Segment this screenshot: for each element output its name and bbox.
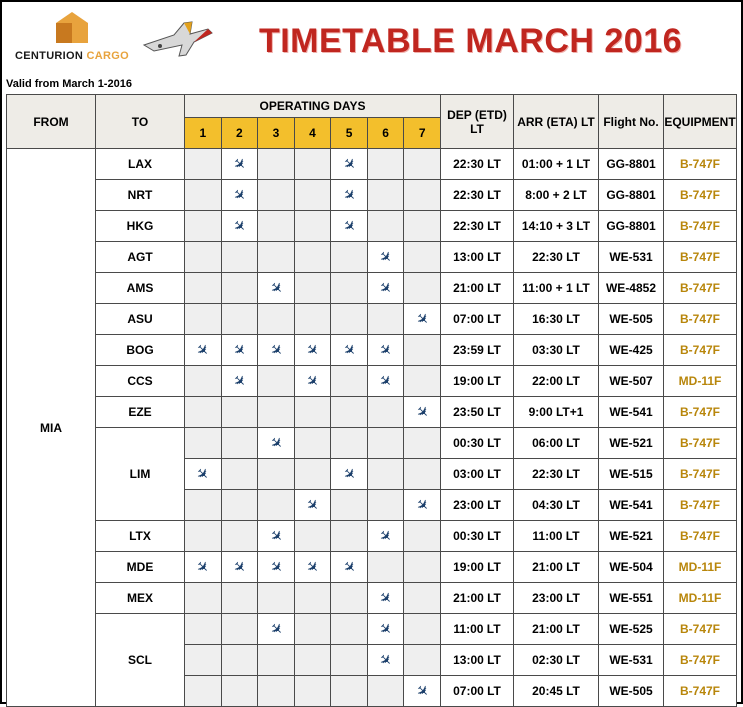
- operating-day-empty: [185, 242, 222, 273]
- flight-number-cell: WE-531: [599, 645, 664, 676]
- operating-day-empty: [331, 645, 368, 676]
- departure-time-cell: 22:30 LT: [441, 211, 514, 242]
- page-header: [2, 2, 741, 80]
- departure-time-cell: 23:00 LT: [441, 490, 514, 521]
- operating-day-active: [221, 335, 258, 366]
- operating-day-empty: [185, 583, 222, 614]
- flight-number-cell: WE-515: [599, 459, 664, 490]
- airplane-icon: ✈: [375, 370, 397, 392]
- arrival-time-cell: 11:00 + 1 LT: [514, 273, 599, 304]
- operating-day-active: [294, 552, 331, 583]
- operating-day-active: [367, 583, 404, 614]
- table-row: [7, 428, 737, 459]
- operating-day-active: [258, 552, 295, 583]
- operating-day-active: [367, 273, 404, 304]
- operating-day-empty: [367, 211, 404, 242]
- operating-day-empty: [404, 242, 441, 273]
- destination-cell: LAX: [96, 149, 185, 180]
- flight-number-cell: WE-521: [599, 428, 664, 459]
- table-row: [7, 211, 737, 242]
- operating-day-empty: [294, 614, 331, 645]
- operating-day-active: [404, 304, 441, 335]
- equipment-cell: B-747F: [664, 304, 737, 335]
- arrival-time-cell: 22:00 LT: [514, 366, 599, 397]
- operating-day-empty: [404, 335, 441, 366]
- airplane-icon: ✈: [265, 618, 287, 640]
- operating-day-empty: [221, 645, 258, 676]
- table-row: [7, 366, 737, 397]
- day-header-7: 7: [404, 118, 441, 149]
- operating-day-empty: [221, 521, 258, 552]
- timetable-table: [6, 94, 737, 707]
- operating-day-empty: [331, 521, 368, 552]
- operating-day-active: [258, 614, 295, 645]
- operating-day-empty: [331, 583, 368, 614]
- operating-day-active: [367, 521, 404, 552]
- flight-number-cell: WE-505: [599, 676, 664, 707]
- col-header-to: TO: [96, 95, 185, 149]
- airplane-icon: ✈: [411, 308, 433, 330]
- equipment-cell: B-747F: [664, 335, 737, 366]
- operating-day-empty: [294, 242, 331, 273]
- table-row: [7, 335, 737, 366]
- arrival-time-cell: 14:10 + 3 LT: [514, 211, 599, 242]
- flight-number-cell: WE-505: [599, 304, 664, 335]
- table-row: [7, 614, 737, 645]
- table-row: [7, 521, 737, 552]
- operating-day-empty: [185, 645, 222, 676]
- destination-cell: MDE: [96, 552, 185, 583]
- operating-day-empty: [221, 676, 258, 707]
- departure-time-cell: 19:00 LT: [441, 366, 514, 397]
- col-header-from: FROM: [7, 95, 96, 149]
- operating-day-empty: [258, 149, 295, 180]
- operating-day-empty: [331, 273, 368, 304]
- operating-day-empty: [258, 211, 295, 242]
- operating-day-active: [404, 397, 441, 428]
- arrival-time-cell: 02:30 LT: [514, 645, 599, 676]
- operating-day-active: [221, 180, 258, 211]
- operating-day-empty: [404, 583, 441, 614]
- airplane-icon: ✈: [265, 277, 287, 299]
- operating-day-active: [294, 335, 331, 366]
- airplane-icon: ✈: [228, 153, 250, 175]
- arrival-time-cell: 22:30 LT: [514, 242, 599, 273]
- departure-time-cell: 13:00 LT: [441, 645, 514, 676]
- flight-number-cell: WE-525: [599, 614, 664, 645]
- operating-day-active: [331, 335, 368, 366]
- departure-time-cell: 22:30 LT: [441, 149, 514, 180]
- operating-day-empty: [367, 428, 404, 459]
- table-row: [7, 583, 737, 614]
- arrival-time-cell: 22:30 LT: [514, 459, 599, 490]
- operating-day-active: [331, 149, 368, 180]
- destination-cell: SCL: [96, 614, 185, 707]
- operating-day-empty: [367, 676, 404, 707]
- operating-day-empty: [185, 304, 222, 335]
- equipment-cell: MD-11F: [664, 552, 737, 583]
- equipment-cell: MD-11F: [664, 583, 737, 614]
- equipment-cell: MD-11F: [664, 366, 737, 397]
- departure-time-cell: 22:30 LT: [441, 180, 514, 211]
- airplane-icon: ✈: [302, 494, 323, 516]
- operating-day-active: [258, 428, 295, 459]
- airplane-icon: ✈: [228, 556, 250, 578]
- operating-day-empty: [404, 273, 441, 304]
- operating-day-empty: [404, 149, 441, 180]
- operating-day-empty: [404, 180, 441, 211]
- departure-time-cell: 21:00 LT: [441, 583, 514, 614]
- operating-day-empty: [185, 521, 222, 552]
- operating-day-empty: [185, 614, 222, 645]
- equipment-cell: B-747F: [664, 490, 737, 521]
- operating-day-empty: [221, 273, 258, 304]
- departure-time-cell: 23:59 LT: [441, 335, 514, 366]
- operating-day-empty: [294, 180, 331, 211]
- col-header-flight: Flight No.: [599, 95, 664, 149]
- operating-day-active: [367, 614, 404, 645]
- operating-day-empty: [258, 397, 295, 428]
- destination-cell: ASU: [96, 304, 185, 335]
- airplane-icon: ✈: [228, 339, 250, 361]
- flight-number-cell: WE-551: [599, 583, 664, 614]
- operating-day-active: [404, 490, 441, 521]
- equipment-cell: B-747F: [664, 242, 737, 273]
- airplane-icon: ✈: [411, 680, 433, 702]
- operating-day-empty: [185, 273, 222, 304]
- operating-day-active: [221, 552, 258, 583]
- destination-cell: MEX: [96, 583, 185, 614]
- operating-day-empty: [294, 304, 331, 335]
- airplane-icon: ✈: [338, 339, 360, 361]
- operating-day-empty: [221, 614, 258, 645]
- equipment-cell: B-747F: [664, 459, 737, 490]
- flight-number-cell: WE-541: [599, 397, 664, 428]
- equipment-cell: B-747F: [664, 180, 737, 211]
- operating-day-empty: [258, 583, 295, 614]
- day-header-3: 3: [258, 118, 295, 149]
- airplane-illustration: [138, 11, 218, 71]
- operating-day-empty: [294, 459, 331, 490]
- airplane-icon: ✈: [375, 525, 397, 547]
- operating-day-empty: [367, 180, 404, 211]
- airplane-icon: ✈: [411, 401, 433, 423]
- arrival-time-cell: 23:00 LT: [514, 583, 599, 614]
- operating-day-active: [185, 459, 222, 490]
- equipment-cell: B-747F: [664, 149, 737, 180]
- day-header-2: 2: [221, 118, 258, 149]
- flight-number-cell: WE-541: [599, 490, 664, 521]
- operating-day-active: [185, 552, 222, 583]
- operating-day-empty: [294, 149, 331, 180]
- table-row: [7, 149, 737, 180]
- arrival-time-cell: 11:00 LT: [514, 521, 599, 552]
- operating-day-empty: [258, 490, 295, 521]
- destination-cell: EZE: [96, 397, 185, 428]
- arrival-time-cell: 9:00 LT+1: [514, 397, 599, 428]
- equipment-cell: B-747F: [664, 676, 737, 707]
- table-body: [7, 149, 737, 707]
- airplane-icon: ✈: [265, 556, 287, 578]
- operating-day-empty: [185, 490, 222, 521]
- destination-cell: LTX: [96, 521, 185, 552]
- operating-day-empty: [404, 521, 441, 552]
- operating-day-empty: [221, 428, 258, 459]
- departure-time-cell: 00:30 LT: [441, 521, 514, 552]
- airplane-icon: ✈: [192, 463, 214, 485]
- arrival-time-cell: 16:30 LT: [514, 304, 599, 335]
- operating-day-empty: [221, 242, 258, 273]
- destination-cell: BOG: [96, 335, 185, 366]
- operating-day-empty: [294, 521, 331, 552]
- operating-day-active: [294, 366, 331, 397]
- operating-day-empty: [221, 490, 258, 521]
- valid-from-label: Valid from March 1-2016: [6, 78, 132, 90]
- airplane-icon: ✈: [411, 494, 433, 516]
- arrival-time-cell: 21:00 LT: [514, 552, 599, 583]
- operating-day-active: [258, 335, 295, 366]
- operating-day-empty: [294, 583, 331, 614]
- operating-day-empty: [331, 490, 368, 521]
- flight-number-cell: WE-504: [599, 552, 664, 583]
- operating-day-active: [221, 149, 258, 180]
- flight-number-cell: WE-507: [599, 366, 664, 397]
- operating-day-empty: [404, 645, 441, 676]
- operating-day-empty: [367, 149, 404, 180]
- col-header-operating-days: OPERATING DAYS: [185, 95, 441, 118]
- operating-day-empty: [331, 304, 368, 335]
- airplane-icon: ✈: [375, 246, 397, 268]
- table-row: [7, 552, 737, 583]
- operating-day-active: [331, 180, 368, 211]
- table-row: [7, 273, 737, 304]
- operating-day-empty: [331, 676, 368, 707]
- operating-day-active: [331, 552, 368, 583]
- operating-day-empty: [185, 211, 222, 242]
- operating-day-empty: [331, 614, 368, 645]
- airplane-icon: ✈: [375, 649, 397, 671]
- airplane-icon: ✈: [338, 556, 360, 578]
- flight-number-cell: WE-425: [599, 335, 664, 366]
- operating-day-empty: [221, 397, 258, 428]
- operating-day-empty: [185, 180, 222, 211]
- operating-day-active: [185, 335, 222, 366]
- arrival-time-cell: 21:00 LT: [514, 614, 599, 645]
- operating-day-active: [221, 366, 258, 397]
- page-title: TIMETABLE MARCH 2016: [258, 21, 683, 60]
- airplane-icon: ✈: [338, 463, 360, 485]
- equipment-cell: B-747F: [664, 428, 737, 459]
- airplane-icon: ✈: [192, 339, 214, 361]
- destination-cell: LIM: [96, 428, 185, 521]
- table-row: [7, 397, 737, 428]
- departure-time-cell: 11:00 LT: [441, 614, 514, 645]
- arrival-time-cell: 8:00 + 2 LT: [514, 180, 599, 211]
- equipment-cell: B-747F: [664, 614, 737, 645]
- operating-day-active: [294, 490, 331, 521]
- airplane-icon: ✈: [375, 339, 397, 361]
- airplane-icon: ✈: [265, 432, 287, 454]
- operating-day-active: [221, 211, 258, 242]
- day-header-4: 4: [294, 118, 331, 149]
- flight-number-cell: WE-521: [599, 521, 664, 552]
- arrival-time-cell: 03:30 LT: [514, 335, 599, 366]
- flight-number-cell: GG-8801: [599, 180, 664, 211]
- operating-day-active: [367, 242, 404, 273]
- operating-day-empty: [258, 676, 295, 707]
- equipment-cell: B-747F: [664, 273, 737, 304]
- operating-day-empty: [404, 211, 441, 242]
- operating-day-empty: [221, 583, 258, 614]
- airplane-icon: ✈: [338, 153, 360, 175]
- operating-day-empty: [404, 614, 441, 645]
- operating-day-active: [367, 645, 404, 676]
- operating-day-empty: [294, 397, 331, 428]
- airplane-icon: ✈: [338, 184, 360, 206]
- operating-day-empty: [331, 428, 368, 459]
- operating-day-empty: [258, 304, 295, 335]
- departure-time-cell: 07:00 LT: [441, 304, 514, 335]
- flight-number-cell: WE-531: [599, 242, 664, 273]
- operating-day-active: [367, 335, 404, 366]
- operating-day-empty: [258, 242, 295, 273]
- destination-cell: CCS: [96, 366, 185, 397]
- airplane-icon: ✈: [338, 215, 360, 237]
- operating-day-empty: [294, 676, 331, 707]
- operating-day-empty: [294, 273, 331, 304]
- airplane-icon: ✈: [228, 370, 250, 392]
- logo-name-sub: CARGO: [86, 50, 129, 62]
- airplane-icon: ✈: [228, 215, 250, 237]
- table-row: [7, 304, 737, 335]
- logo-name-main: CENTURION: [15, 50, 84, 62]
- operating-day-empty: [258, 366, 295, 397]
- operating-day-empty: [331, 242, 368, 273]
- operating-day-active: [367, 366, 404, 397]
- table-head: [7, 95, 737, 149]
- departure-time-cell: 21:00 LT: [441, 273, 514, 304]
- airplane-icon: ✈: [192, 556, 214, 578]
- arrival-time-cell: 06:00 LT: [514, 428, 599, 459]
- operating-day-empty: [404, 366, 441, 397]
- table-row: [7, 242, 737, 273]
- operating-day-empty: [294, 428, 331, 459]
- equipment-cell: B-747F: [664, 645, 737, 676]
- operating-day-active: [258, 521, 295, 552]
- airplane-icon: ✈: [375, 618, 397, 640]
- flight-number-cell: WE-4852: [599, 273, 664, 304]
- departure-time-cell: 13:00 LT: [441, 242, 514, 273]
- equipment-cell: B-747F: [664, 211, 737, 242]
- airplane-icon: ✈: [302, 339, 323, 361]
- operating-day-empty: [367, 397, 404, 428]
- operating-day-empty: [221, 304, 258, 335]
- operating-day-empty: [185, 676, 222, 707]
- col-header-equipment: EQUIPMENT: [664, 95, 737, 149]
- operating-day-active: [331, 459, 368, 490]
- airplane-icon: ✈: [375, 587, 397, 609]
- operating-day-empty: [367, 490, 404, 521]
- flight-number-cell: GG-8801: [599, 149, 664, 180]
- departure-time-cell: 23:50 LT: [441, 397, 514, 428]
- destination-cell: HKG: [96, 211, 185, 242]
- day-header-5: 5: [331, 118, 368, 149]
- operating-day-empty: [294, 211, 331, 242]
- operating-day-empty: [185, 149, 222, 180]
- operating-day-active: [331, 211, 368, 242]
- operating-day-empty: [331, 397, 368, 428]
- centurion-cargo-logo: [8, 10, 136, 72]
- operating-day-empty: [331, 366, 368, 397]
- operating-day-empty: [404, 428, 441, 459]
- departure-time-cell: 19:00 LT: [441, 552, 514, 583]
- day-header-6: 6: [367, 118, 404, 149]
- col-header-arr: ARR (ETA) LT: [514, 95, 599, 149]
- equipment-cell: B-747F: [664, 397, 737, 428]
- departure-time-cell: 07:00 LT: [441, 676, 514, 707]
- operating-day-empty: [258, 459, 295, 490]
- destination-cell: AMS: [96, 273, 185, 304]
- operating-day-empty: [185, 397, 222, 428]
- airplane-icon: ✈: [265, 339, 287, 361]
- destination-cell: AGT: [96, 242, 185, 273]
- arrival-time-cell: 04:30 LT: [514, 490, 599, 521]
- operating-day-empty: [367, 304, 404, 335]
- origin-cell: MIA: [7, 149, 96, 707]
- departure-time-cell: 00:30 LT: [441, 428, 514, 459]
- airplane-icon: ✈: [302, 370, 323, 392]
- operating-day-empty: [221, 459, 258, 490]
- cargo-box-icon: [52, 12, 92, 46]
- operating-day-empty: [185, 366, 222, 397]
- operating-day-empty: [258, 645, 295, 676]
- arrival-time-cell: 20:45 LT: [514, 676, 599, 707]
- airplane-icon: ✈: [265, 525, 287, 547]
- table-row: [7, 180, 737, 211]
- arrival-time-cell: 01:00 + 1 LT: [514, 149, 599, 180]
- col-header-dep: DEP (ETD) LT: [441, 95, 514, 149]
- operating-day-empty: [367, 459, 404, 490]
- operating-day-empty: [367, 552, 404, 583]
- operating-day-empty: [185, 428, 222, 459]
- equipment-cell: B-747F: [664, 521, 737, 552]
- operating-day-empty: [404, 552, 441, 583]
- airplane-icon: ✈: [228, 184, 250, 206]
- day-header-1: 1: [185, 118, 222, 149]
- logo-wordmark: [8, 50, 136, 62]
- operating-day-active: [258, 273, 295, 304]
- operating-day-active: [404, 676, 441, 707]
- airplane-icon: ✈: [302, 556, 323, 578]
- operating-day-empty: [294, 645, 331, 676]
- flight-number-cell: GG-8801: [599, 211, 664, 242]
- operating-day-empty: [404, 459, 441, 490]
- departure-time-cell: 03:00 LT: [441, 459, 514, 490]
- destination-cell: NRT: [96, 180, 185, 211]
- operating-day-empty: [258, 180, 295, 211]
- airplane-icon: ✈: [375, 277, 397, 299]
